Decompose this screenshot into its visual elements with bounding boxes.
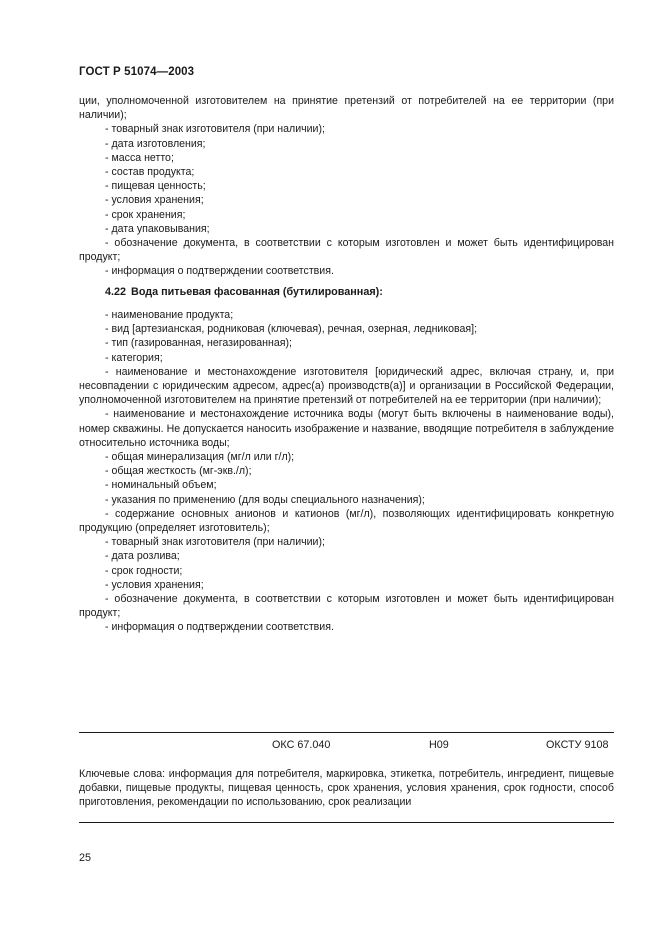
list-item: - срок годности; [105,564,183,577]
list-item: - состав продукта; [105,166,195,179]
section-title: Вода питьевая фасованная (бутилированная): [131,286,383,298]
list-item: - масса нетто; [105,151,174,164]
list-item: - наименование и местонахождение источника воды (могут быть включены в наименование воды), номер скважины. Не допускается наносить изображение и название, вводящие потребителя в заблуждение относительно источника воды; [79,408,614,449]
list-item: - товарный знак изготовителя (при наличии); [105,536,325,549]
list-item: - тип (газированная, негазированная); [105,337,292,350]
list-item: - информация о подтверждении соответствия. [105,265,334,278]
list-item: - товарный знак изготовителя (при наличии); [105,123,325,136]
divider-top [79,732,614,733]
page-number: 25 [79,852,92,864]
section-heading [105,286,383,298]
list-item: - наименование и местонахождение изготовителя [юридический адрес, включая страну, и, при несовпадении с юридическим адресом, адрес(а) производств(а)] и организации в Российской Федерации, уполномоченной изготовителем на принятие претензий от потребителей на ее территории (при наличии); [79,365,614,407]
list-block-a [79,94,614,279]
list-item: - условия хранения; [105,194,204,207]
list-item: - содержание основных анионов и катионов (мг/л), позволяющих идентифицировать конкретную продукцию (определяет изготовитель); [79,507,614,535]
list-item: - вид [артезианская, родниковая (ключевая), речная, озерная, ледниковая]; [105,323,478,336]
keywords-paragraph: Ключевые слова: информация для потребителя, маркировка, этикетка, потребитель, ингредиент, пищевые добавки, пищевые продукты, пищевая ценность, срок хранения, условия хранения, срок годности, способ приготовления, рекомендации по использованию, срок реализации [79,768,614,809]
list-item: - категория; [105,351,163,364]
document-header: ГОСТ Р 51074—2003 [79,66,195,78]
list-item: - пищевая ценность; [105,180,206,193]
list-item: - дата упаковывания; [105,222,210,235]
list-item: - дата изготовления; [105,137,206,150]
oks-code: ОКС 67.040 [272,739,331,751]
list-item: - наименование продукта; [105,309,234,321]
divider-bottom [79,822,614,823]
list-item: - общая минерализация (мг/л или г/л); [105,451,295,464]
list-block-b [79,308,614,635]
list-item: - срок хранения; [105,208,186,221]
list-item: - дата розлива; [105,550,180,563]
list-item: - обозначение документа, в соответствии с которым изготовлен и может быть идентифицирован продукт; [79,593,614,620]
list-item: - условия хранения; [105,578,204,591]
continuation-paragraph: ции, уполномоченной изготовителем на принятие претензий от потребителей на ее территории (при наличии); [79,95,614,122]
list-item: - номинальный объем; [105,479,217,492]
list-item: - информация о подтверждении соответствия. [105,621,334,634]
okstu-code: ОКСТУ 9108 [546,739,609,751]
group-code: Н09 [429,739,449,751]
section-number: 4.22 [105,286,127,298]
list-item: - обозначение документа, в соответствии с которым изготовлен и может быть идентифицирован продукт; [79,237,614,264]
list-item: - общая жесткость (мг-экв./л); [105,465,252,478]
list-item: - указания по применению (для воды специального назначения); [105,493,425,506]
